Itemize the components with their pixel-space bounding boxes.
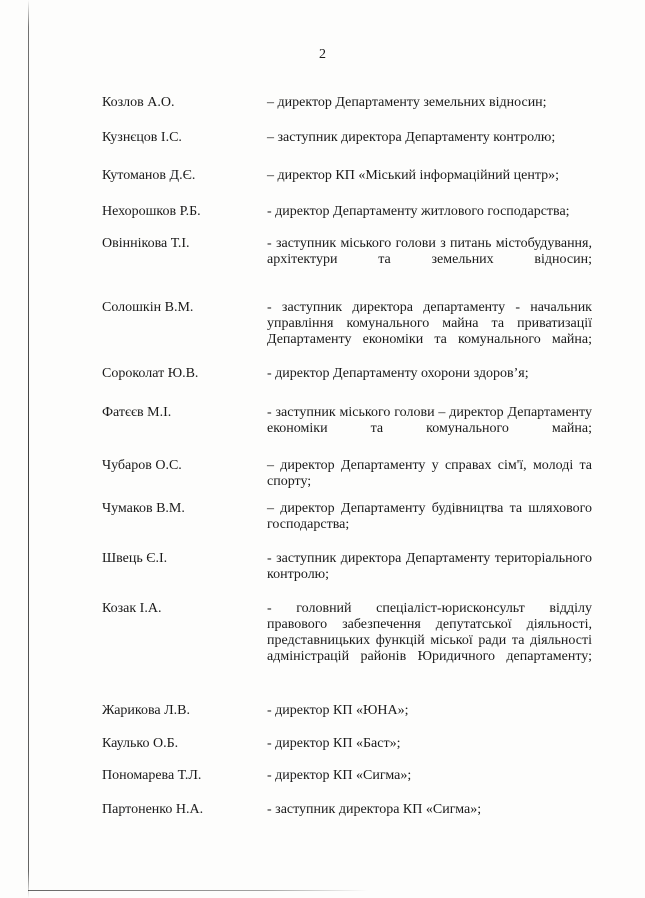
- person-name: Сороколат Ю.В.: [102, 366, 199, 381]
- person-position: - директор КП «ЮНА»;: [267, 703, 409, 718]
- person-position: – заступник директора Департаменту контролю;: [267, 130, 556, 145]
- person-name: Каулько О.Б.: [102, 736, 179, 751]
- person-name: Солошкін В.М.: [102, 300, 194, 315]
- person-name: Козак І.А.: [102, 601, 162, 616]
- person-position: – директор Департаменту будівництва та шляхового господарства;: [267, 501, 592, 532]
- page-number: 2: [319, 47, 326, 62]
- person-position: - головний спеціаліст-юрисконсульт відділу правового забезпечення депутатської діяльності, представницьких функцій міської ради та діяльності адміністрацій районів Юридичного департаменту;: [267, 601, 592, 664]
- person-position: - заступник директора Департаменту територіального контролю;: [267, 551, 592, 582]
- person-position: - заступник директора департаменту - начальник управління комунального майна та приватизації Департаменту економіки та комунального майна;: [267, 300, 592, 347]
- person-name: Овіннікова Т.І.: [102, 236, 190, 251]
- person-position: – директор КП «Міський інформаційний центр»;: [267, 168, 559, 183]
- person-position: - заступник директора КП «Сигма»;: [267, 802, 482, 817]
- person-position: - директор КП «Баст»;: [267, 736, 401, 751]
- person-position: - директор Департаменту охорони здоров’я;: [267, 366, 529, 381]
- person-position: - директор Департаменту житлового господарства;: [267, 204, 570, 219]
- person-name: Чумаков В.М.: [102, 501, 185, 516]
- person-name: Кутоманов Д.Є.: [102, 168, 196, 183]
- person-name: Нехорошков Р.Б.: [102, 204, 201, 219]
- person-name: Козлов А.О.: [102, 95, 175, 110]
- person-position: – директор Департаменту земельних відносин;: [267, 95, 547, 110]
- scan-edge-left: [28, 0, 29, 898]
- person-position: – директор Департаменту у справах сім'ї, молоді та спорту;: [267, 458, 592, 489]
- person-position: - заступник міського голови – директор Департаменту економіки та комунального майна;: [267, 405, 592, 436]
- person-position: - заступник міського голови з питань містобудування, архітектури та земельних відносин;: [267, 236, 592, 267]
- person-name: Кузнєцов І.С.: [102, 130, 182, 145]
- scan-edge-bottom: [28, 890, 368, 891]
- person-name: Пономарева Т.Л.: [102, 768, 202, 783]
- person-name: Партоненко Н.А.: [102, 802, 204, 817]
- person-name: Фатєєв М.І.: [102, 405, 172, 420]
- person-name: Чубаров О.С.: [102, 458, 182, 473]
- person-position: - директор КП «Сигма»;: [267, 768, 412, 783]
- person-name: Швець Є.І.: [102, 551, 168, 566]
- person-name: Жарикова Л.В.: [102, 703, 190, 718]
